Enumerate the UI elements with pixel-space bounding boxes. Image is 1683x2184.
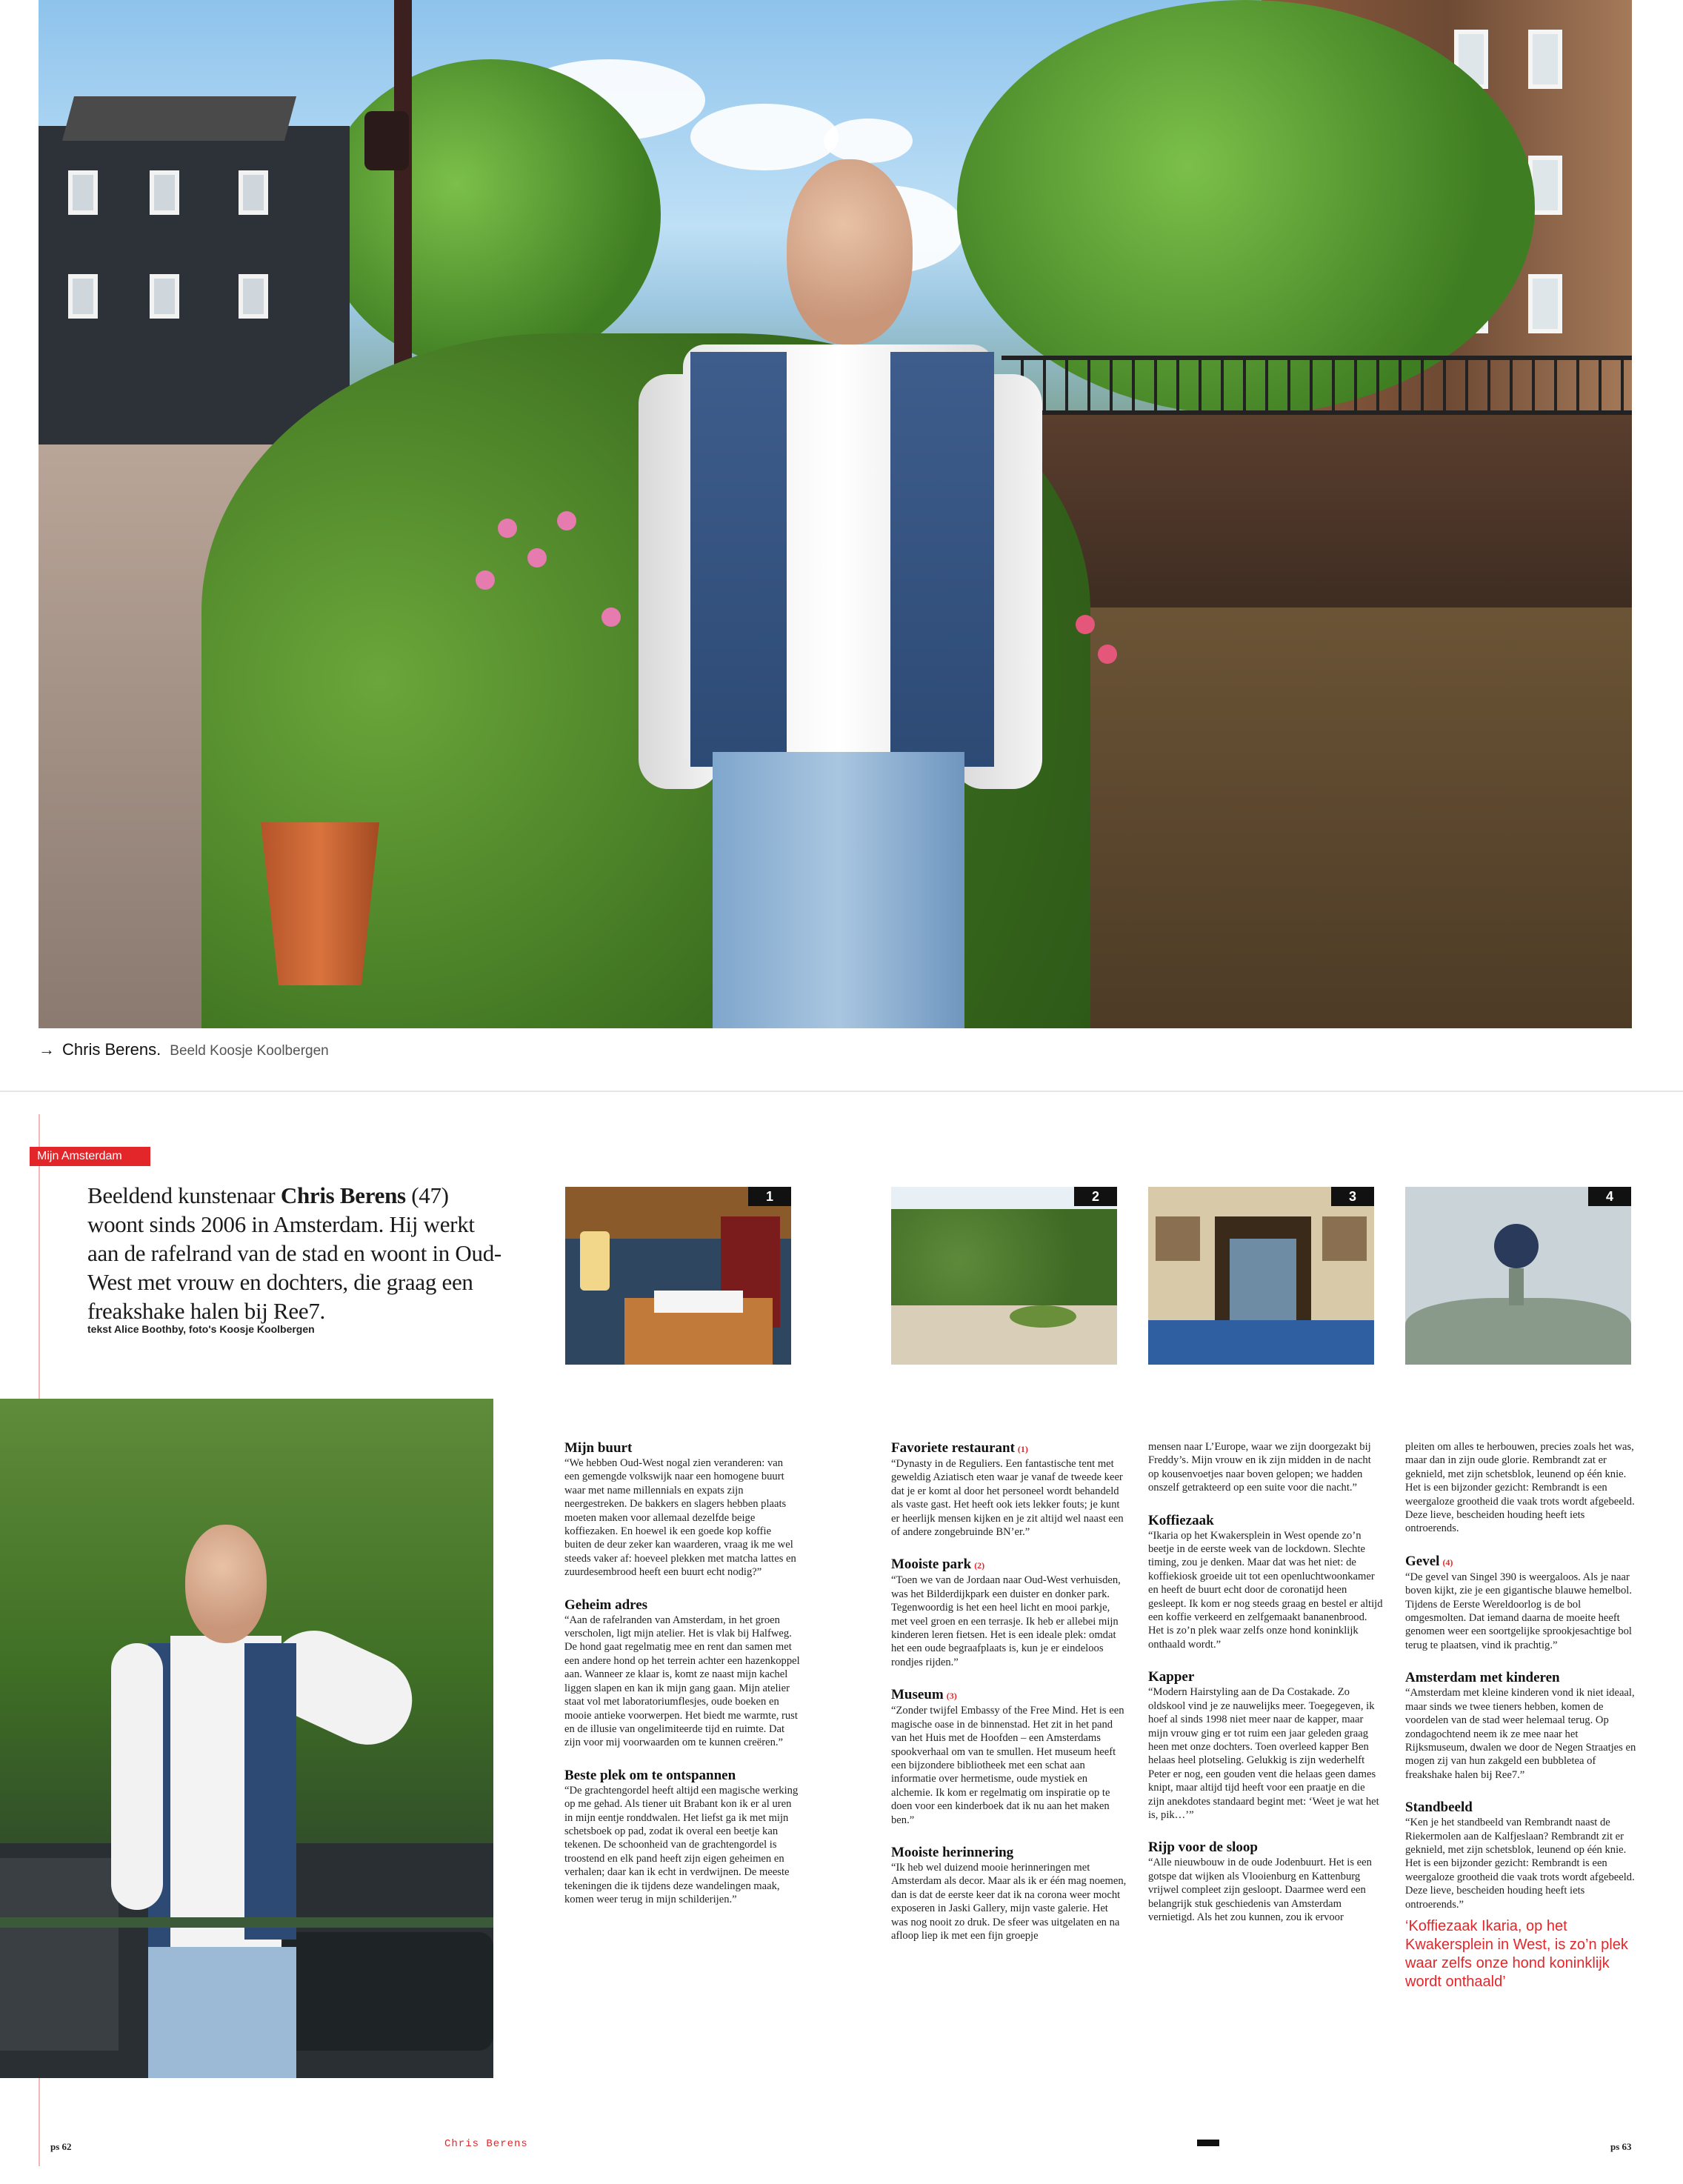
section-sloop [1148,1840,1384,1924]
section-restaurant [891,1440,1127,1539]
section-title [891,1687,1127,1704]
section-body: “Toen we van de Jordaan naar Oud-West verhuisden, was het Bilderdijkpark een duister en donker park. Tegenwoordig is het een heel licht en mooi parkje, met veel groen en een terrasje. Ik heb er allebei mijn kinderen leren fietsen. Het is een ideale plek: omdat het een oude begraafplaats is, kun je er eindeloos rondjes rijden.” [891,1574,1121,1668]
intro-suffix: (47) woont sinds 2006 in Amsterdam. Hij werkt aan de rafelrand van de stad en woont in Oud-West met vrouw en dochters, die graag een freakshake halen bij Ree7. [87,1182,501,1324]
section-park [891,1557,1127,1669]
canal-house-left [39,126,350,452]
section-body: “De gevel van Singel 390 is weergaloos. Als je naar boven kijkt, zie je een gigantische blauwe hemelbol. Tijdens de Eerste Wereldoorlog is de bol omgesmolten. Dat iemand daarna de moeite heeft genomen weer een soortgelijke sprookjesachtige bol terug te plaatsen, vind ik prachtig.” [1405,1571,1632,1651]
portrait-chris-berens [0,1399,493,2078]
section-kapper [1148,1669,1384,1822]
section-title: Rijp voor de sloop [1148,1840,1258,1856]
pull-quote: ‘Koffiezaak Ikaria, op het Kwakersplein in West, is zo’n plek waar zelfs onze hond koninklijk wordt onthaald’ [1405,1917,1628,1990]
photo-caption [39,1040,329,1059]
tree [320,59,661,370]
section-continued [1148,1440,1384,1495]
section-title-text: Gevel [1405,1553,1440,1569]
flower-pot [261,822,379,985]
folio-left: ps 62 [50,2141,72,2152]
section-body: mensen naar L’Europe, waar we zijn doorgezakt bij Freddy’s. Mijn vrouw en ik zijn midden in de nacht op kousenvoetjes naar boven gelopen; we hadden onszelf getrakteerd op een suite voor die nacht.” [1148,1441,1371,1494]
intro-name: Chris Berens [280,1182,406,1208]
canal-water [1061,607,1632,1028]
section-body: “De grachtengordel heeft altijd een magische werking op me gehad. Als tiener uit Brabant kon ik er al uren in mijn eentje ronddwalen. Het liefst ga ik met mijn schetsboek op pad, zodat ik overal een beetje kan tekenen. De schoonheid van de grachtengordel is troostend en elk pand heeft zijn eigen geheimen en verhalen; daar kan ik echt in verdwijnen. De meeste tekeningen die ik tijdens deze wandelingen maak, komen weer terug in mijn schilderijen.” [564,1784,799,1905]
page-mark [1197,2140,1219,2146]
section-body: “Zonder twijfel Embassy of the Free Mind. Het is een magische oase in de binnenstad. Het zit in het pand van het Huis met de Hoofden – een Amsterdams spookverhaal om van te smullen. Het museum heeft een bijzondere bibliotheek met een schat aan informatie over hermetisme, oude mystiek en alchemie. Ik kom er regelmatig om inspiratie op te doen voor een kinderboek dat ik nu aan het maken ben.” [891,1705,1124,1826]
section-title: Amsterdam met kinderen [1405,1670,1560,1686]
lamp-head [364,111,409,170]
section-continued [1405,1440,1641,1536]
section-koffiezaak [1148,1513,1384,1652]
folio-right: ps 63 [1610,2141,1632,2152]
column-4 [1405,1440,1641,1991]
section-museum [891,1687,1127,1827]
intro-prefix: Beeldend kunstenaar [87,1182,281,1208]
section-body: “Ikaria op het Kwakersplein in West opende zo’n beetje in de eerste week van de lockdown. Slechte timing, zou je denken. Maar dat was het niet: de koffiekiosk groeide uit tot een openluchtwoonkamer en heeft de buurt echt door de coronatijd heen gesleept. Ik kom er nog steeds graag en bestel er altijd een koffie verkeerd en zelfgemaakt bananenbrood. Het is zo’n plek waar zelfs onze hond koninklijk onthaald wordt.” [1148,1529,1383,1651]
thumb-number: 3 [1331,1187,1374,1206]
section-title [891,1440,1127,1457]
thumb-park [891,1187,1117,1365]
intro-paragraph [87,1181,502,1325]
hero-photo [39,0,1632,1028]
section-body: “Aan de rafelranden van Amsterdam, in het groen verscholen, ligt mijn atelier. Het is vlak bij Halfweg. De hond gaat regelmatig mee en rent dan samen met een andere hond op het terrein achter een hazenkoppel aan. Wanneer ze klaar is, komt ze naast mijn kachel liggen slapen en kan ik mijn gang gaan. Mijn atelier staat vol met laboratoriumflesjes, oude boeken en mooie antieke voorwerpen. Het biedt me warmte, rust en de illusie van ongelimiteerde tijd en ruimte. Dat zijn voor mij voorwaarden om te kunnen creëren.” [564,1614,800,1749]
column-3 [1148,1440,1384,1924]
section-body: “Alle nieuwbouw in de oude Jodenbuurt. Het is een gotspe dat wijken als Vlooienburg en Kattenburg vrijwel compleet zijn gesloopt. Daarmee werd een belangrijk stuk geschiedenis van Amsterdam vernietigd. Als het zou kunnen, zou ik ervoor [1148,1857,1372,1923]
section-title-text: Favoriete restaurant [891,1440,1015,1456]
section-body: pleiten om alles te herbouwen, precies zoals het was, maar dan in zijn oude glorie. Rembrandt zat er geknield, met zijn schetsblok, leunend op één knie. Het is een bijzonder gezicht: Rembrandt is een weergaloze grootheid die vaak trots wordt afgebeeld. Deze lieve, bescheiden houding heeft iets ontroerends. [1405,1441,1635,1535]
section-body: “Modern Hairstyling aan de Da Costakade. Zo oldskool vind je ze nauwelijks meer. Toegegeven, ik hoef al sinds 1998 niet meer naar de kapper, maar mijn vrouw ging er tot ruim een jaar geleden graag heen met onze dochters. Toen overleed kapper Ben helaas heel plotseling. Gelukkig is zijn wederhelft Peter er nog, een gouden vent die helaas geen dames knipt, maar altijd tijd heeft voor een praatje en die zijn anekdotes standaard begint met: ‘Weet je wat het is, pik…’” [1148,1686,1379,1821]
section-title: Geheim adres [564,1597,648,1613]
byline: tekst Alice Boothby, foto's Koosje Koolbergen [87,1323,315,1335]
section-title: Beste plek om te ontspannen [564,1767,736,1783]
section-title: Standbeeld [1405,1800,1473,1816]
section-mijn-buurt [564,1440,800,1579]
thumb-museum [1148,1187,1374,1365]
section-herinnering [891,1845,1127,1942]
thumb-number: 2 [1074,1187,1117,1206]
section-gevel [1405,1554,1641,1652]
section-standbeeld [1405,1800,1641,1911]
section-title: Koffiezaak [1148,1512,1214,1528]
section-title: Mooiste herinnering [891,1844,1014,1860]
section-ref: (2) [974,1560,985,1571]
section-title: Mijn buurt [564,1440,633,1456]
section-title-text: Mooiste park [891,1557,972,1573]
section-ref: (1) [1017,1444,1028,1454]
page-divider [0,1091,1683,1092]
section-title [891,1557,1127,1574]
thumb-gevel [1405,1187,1631,1365]
section-tag: Mijn Amsterdam [30,1147,150,1166]
section-body: “Ik heb wel duizend mooie herinneringen met Amsterdam als decor. Maar als ik er één mag noemen, dan is dat de eerste keer dat ik na corona weer mocht exposeren in Jaski Gallery, mijn vaste galerie. Het was nog nooit zo druk. De sfeer was uitgelaten en na afloop liep ik met een fijn groepje [891,1861,1127,1942]
column-2 [891,1440,1127,1942]
thumb-number: 1 [748,1187,791,1206]
section-kinderen [1405,1670,1641,1782]
chris-berens-standing [616,159,1061,1028]
bridge [1002,415,1632,637]
section-geheim-adres [564,1597,800,1750]
section-ref: (4) [1442,1557,1453,1568]
section-title [1405,1554,1641,1571]
caption-credit: Beeld Koosje Koolbergen [170,1043,329,1059]
section-ontspannen [564,1768,800,1907]
section-body: “Amsterdam met kleine kinderen vond ik niet ideaal, maar sinds we twee tieners hebben, komen de voordelen van de stad weer helemaal terug. Op zondagochtend neem ik ze mee naar het Rijksmuseum, dwalen we door de Negen Straatjes en mogen zij van hun zakgeld een bubbletea of freakshake halen bij Ree7.” [1405,1687,1636,1781]
section-title-text: Museum [891,1687,944,1703]
column-1 [564,1440,800,1906]
section-body: “Dynasty in de Reguliers. Een fantastische tent met geweldig Aziatisch eten waar je vanaf de tweede keer dat je er komt al door het personeel wordt behandeld als vaste gast. Het heeft ook iets lekker fouts; je kunt er heerlijk mensen kijken en je zit altijd wel naast een of andere zongebruinde BN’er.” [891,1458,1124,1539]
thumb-number: 4 [1588,1187,1631,1206]
arrow-right-icon: → [39,1040,55,1059]
section-ref: (3) [946,1691,957,1702]
thumb-restaurant [565,1187,791,1365]
section-body: “Ken je het standbeeld van Rembrandt naast de Riekermolen aan de Kalfjeslaan? Rembrandt zit er geknield, met zijn schetsblok, leunend op één knie. Het is een bijzonder gezicht: Rembrandt is een weergaloze grootheid die vaak trots wordt afgebeeld. Deze lieve, bescheiden houding heeft iets ontroerends.” [1405,1817,1635,1911]
cloud [824,119,913,163]
section-body: “We hebben Oud-West nogal zien veranderen: van een gemengde volkswijk naar een homogene buurt waar met name millennials en expats zijn neergestreken. De bakkers en slagers hebben plaats moeten maken voor allemaal dezelfde beige koffiezaken. En hoewel ik een goede kop koffie buiten de deur zeker kan waarderen, vraag ik me wel steeds vaker af: hoeveel plekken met matcha lattes en zuurdesembrood heeft een buurt echt nodig?” [564,1457,796,1579]
running-title: Chris Berens [444,2138,528,2150]
section-title: Kapper [1148,1669,1195,1685]
caption-subject: Chris Berens. [62,1040,161,1059]
